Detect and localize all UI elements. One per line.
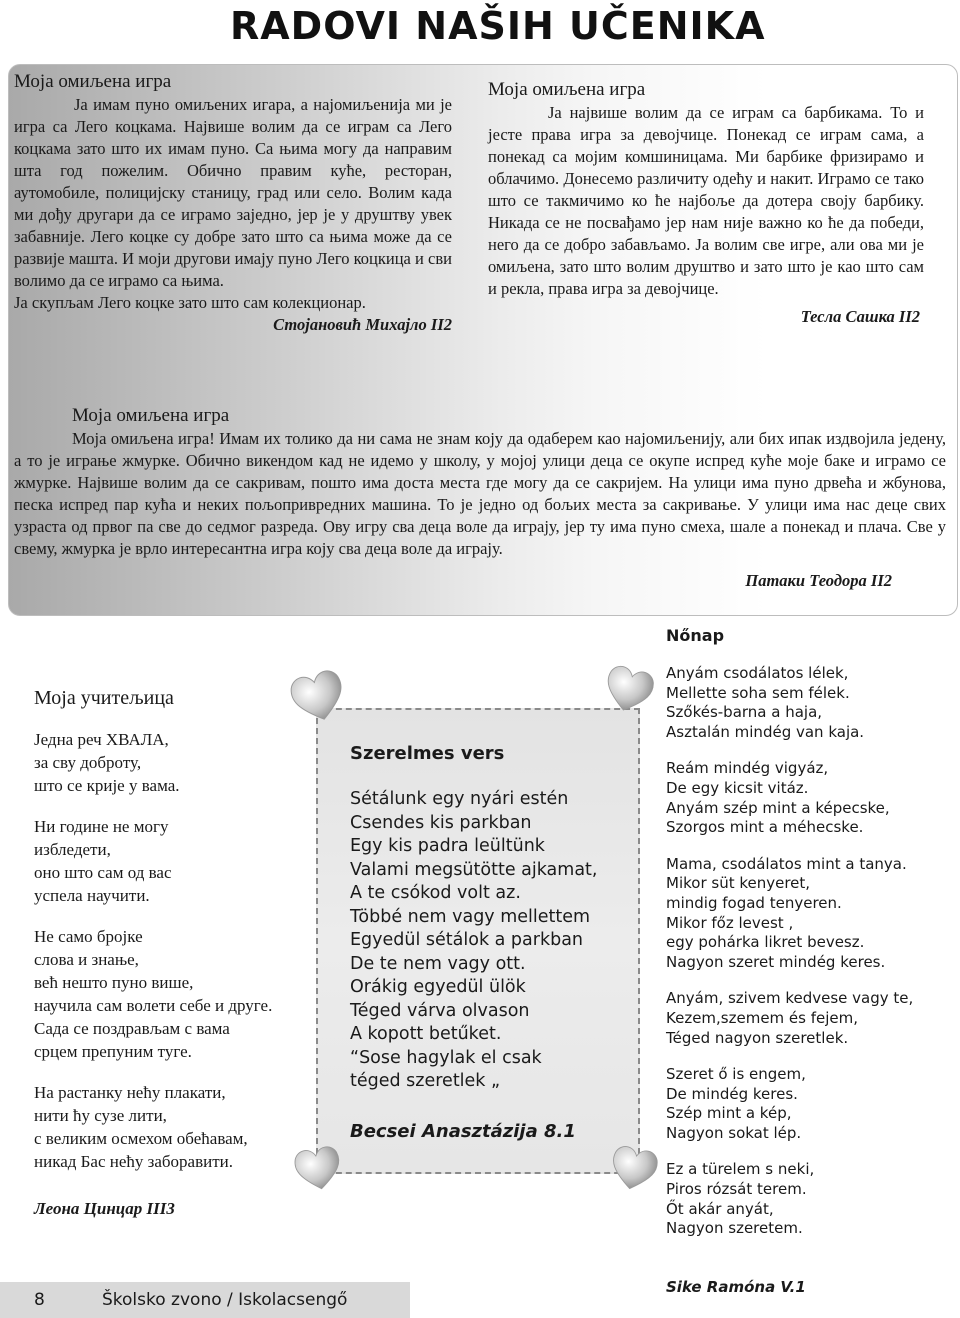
article-paragraph: Моја омиљена игра! Имам их толико да ни сама не знам коју да одаберем као најомиљенију, али бих ипак издвојила једену, а то је играње жмурке. Обично викендом кад не идемо у школу, у мојој улици деца се окупе испред куће моје баке и играмо се жмурке. Највише волим да се сакривам, пошто има доста места где могу да се сакријем. На улици има пуно дрвећа и жбунова, песка испред пар кућа и неких пољопривредних машина. То је једно од бољих места за сакривање. У улици има нас деце свих узраста од првог па све до седмог разреда. Ову игру сва деца воле да играју, јер ту има пуно смеха, шале а понекад и плача. Све у свему, жмурка је врло интересантна игра коју сва деца воле да играју.	[14, 429, 946, 558]
poem-love	[350, 742, 640, 1161]
article-heading: Моја омиљена игра	[72, 405, 230, 426]
page-title: RADOVI NAŠIH UČENIKA	[230, 4, 766, 48]
poem-womens-day	[666, 664, 956, 1256]
poem-line: Valami megsütötte ajkamat,	[350, 859, 598, 880]
article-hide-and-seek	[14, 404, 946, 592]
poem-line: већ нешто пуно више,	[34, 973, 194, 992]
poem-line: egy pohárka likret bevesz.	[666, 933, 865, 952]
poem-line: téged szeretlek „	[350, 1071, 501, 1091]
poem-title: Nőnap	[666, 626, 725, 645]
poem-line: Egy kis padra leültünk	[350, 836, 545, 856]
poem-stanza	[666, 1160, 956, 1238]
poem-line: Reám mindég vigyáz,	[666, 759, 829, 778]
poem-line: mindig fogad tenyeren.	[666, 893, 842, 912]
poem-line: Többé nem vagy mellettem	[350, 906, 591, 927]
poem-line: за сву доброту,	[34, 753, 142, 772]
poem-line: De te nem vagy ott.	[350, 953, 526, 974]
poem-line: Orákig egyedül ülök	[350, 977, 526, 997]
article-lego	[14, 70, 452, 336]
poem-line: никад Бас нећу заборавити.	[34, 1152, 233, 1171]
poem-signature: Леона Цинцар III3	[34, 1199, 175, 1218]
poem-line: Anyám csodálatos lélek,	[666, 664, 849, 682]
page-number: 8	[34, 1290, 45, 1310]
poem-line: Anyám szép mint a képecske,	[666, 798, 890, 817]
poem-line: De mindég keres.	[666, 1084, 798, 1103]
poem-line: Sétálunk egy nyári estén	[350, 789, 569, 809]
poem-signature: Becsei Anasztázija 8.1	[350, 1120, 576, 1142]
poem-line: избледети,	[34, 840, 111, 859]
poem-line: Не само бројке	[34, 927, 143, 946]
poem-line: Asztalán mindég van kaja.	[666, 722, 865, 741]
poem-line: с великим осмехом обећавам,	[34, 1129, 248, 1148]
article-barbie	[488, 78, 924, 328]
poem-line: Mama, csodálatos mint a tanya.	[666, 854, 907, 873]
poem-line: Nagyon sokat lép.	[666, 1123, 802, 1142]
poem-line: успела научити.	[34, 886, 150, 905]
poem-stanza	[666, 664, 956, 742]
poem-line: Anyám, szivem kedvese vagy te,	[666, 989, 914, 1008]
poem-title: Szerelmes vers	[350, 743, 505, 764]
poem-line: Mellette soha sem félek.	[666, 683, 850, 702]
poem-line: “Sose hagylak el csak	[350, 1047, 542, 1068]
poem-signature: Sike Ramóna V.1	[666, 1278, 806, 1296]
poem-line: научила сам волети себе и друге.	[34, 996, 273, 1015]
article-signature: Патаки Теодора II2	[745, 571, 892, 590]
poem-stanza	[666, 1065, 956, 1143]
poem-stanza	[666, 855, 956, 973]
poem-line: A te csókod volt az.	[350, 883, 521, 903]
article-signature: Стојановић Михајло II2	[273, 315, 452, 334]
poem-line: оно што сам од вас	[34, 863, 172, 882]
poem-stanza	[666, 759, 956, 837]
poem-title: Моја учитељица	[34, 687, 174, 709]
article-heading: Моја омиљена игра	[488, 79, 646, 100]
poem-stanza	[34, 728, 324, 797]
poem-line: Szorgos mint a méhecske.	[666, 818, 864, 837]
poem-stanza	[666, 989, 956, 1048]
poem-line: Csendes kis parkban	[350, 812, 532, 833]
poem-line: De egy kicsit vitáz.	[666, 778, 809, 797]
poem-line: Kezem,szemem és fejem,	[666, 1008, 859, 1027]
poem-line: Szeret ő is engem,	[666, 1065, 806, 1084]
poem-line: Szőkés-barna a haja,	[666, 703, 823, 722]
poem-line: Szép mint a kép,	[666, 1104, 792, 1123]
heart-icon	[286, 664, 350, 728]
poem-teacher	[34, 686, 324, 1220]
poem-line: На растанку нећу плакати,	[34, 1083, 226, 1102]
heart-icon	[290, 1140, 346, 1196]
poem-line: нити ћу сузе лити,	[34, 1106, 167, 1125]
poem-line: Téged nagyon szeretlek.	[666, 1028, 849, 1047]
poem-line: Őt akár anyát,	[666, 1199, 774, 1218]
poem-line: Mikor főz levest ,	[666, 913, 794, 932]
poem-line: Сада се поздрављам с вама	[34, 1019, 230, 1038]
poem-line: Nagyon szeretem.	[666, 1219, 803, 1238]
poem-line: Ни године не могу	[34, 817, 169, 836]
footer-title: Školsko zvono / Iskolacsengő	[102, 1290, 348, 1310]
poem-line: што се крије у вама.	[34, 776, 180, 795]
poem-line: Једна реч ХВАЛА,	[34, 730, 169, 749]
article-heading: Моја омиљена игра	[14, 71, 172, 92]
article-paragraph: Ја највише волим да се играм са барбикама. То и јесте права игра за девојчице. Понекад се играм сама, а понекад са мојим комшиницама. Ми барбике фризирамо и облачимо. Донесемо различиту одећу и накит. Играмо се тако што се такмичимо ко ће најбоље да дотера своју барбику. Никада се не посвађамо јер нам није важно ко ће да победи, него да се добро забављамо. Ја волим све игре, али ова ми је омиљена, зато што волим друштво и зато што је као што сам и рекла, права игра за девојчице.	[488, 103, 924, 298]
poem-line: Ez a türelem s neki,	[666, 1160, 815, 1179]
poem-line: A kopott betűket.	[350, 1024, 502, 1044]
article-signature: Тесла Сашка II2	[800, 307, 920, 326]
poem-line: Egyedül sétálok a parkban	[350, 930, 584, 950]
poem-stanza	[34, 925, 324, 1063]
article-paragraph: Ја имам пуно омиљених игара, а најомиљенија ми је игра са Лего коцкама. Највише волим да се играм са Лего коцкама зато што их имам пуно. Са њима могу да направим шта год пожелим. Обично правим куће, ресторан, аутомобиле, полицијску станицу, град или село. Волим када ми дођу другари да се играмо заједно, јер је у друштву увек забавније. Лего коцке су добре зато што са њима може да се развије машта. И моји другови имају пуно Лего коцкица и сви волимо да се играмо са њима.	[14, 95, 452, 290]
poem-line: Mikor süt kenyeret,	[666, 874, 811, 893]
poem-line: слова и знање,	[34, 950, 139, 969]
poem-stanza	[34, 815, 324, 907]
article-paragraph: Ја скупљам Лего коцке зато што сам колекционар.	[14, 293, 366, 312]
poem-line: срцем препуним туге.	[34, 1042, 192, 1061]
poem-line: Nagyon szeret mindég keres.	[666, 952, 886, 971]
page-footer	[0, 1282, 410, 1318]
poem-line: Piros rózsát terem.	[666, 1180, 807, 1199]
poem-stanza	[34, 1081, 324, 1173]
heart-icon	[600, 660, 658, 718]
poem-line: Téged várva olvason	[350, 1000, 530, 1021]
